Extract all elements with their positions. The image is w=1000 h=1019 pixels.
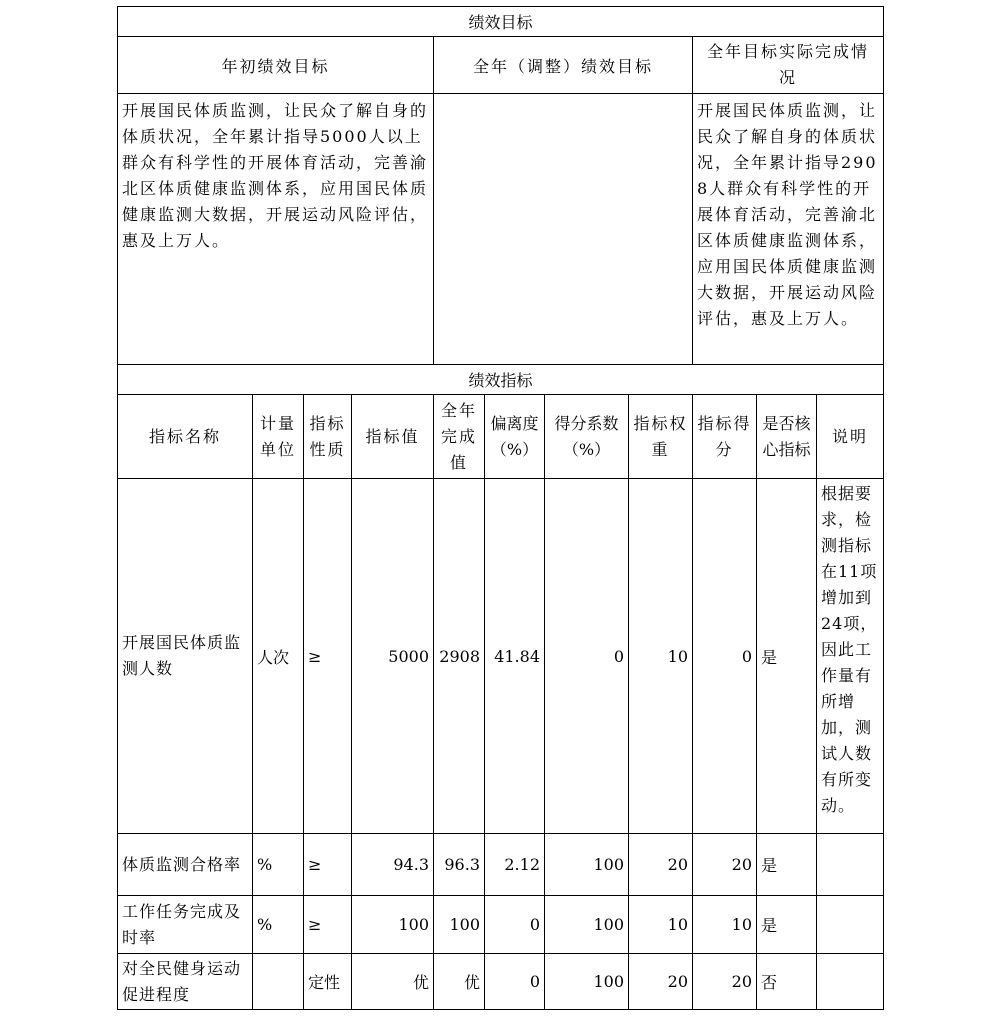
table-row <box>118 834 884 896</box>
header-weight: 指标权重 <box>629 395 693 479</box>
indicator-coefficient: 100 <box>545 954 629 1010</box>
table-row <box>118 954 884 1010</box>
indicator-deviation: 2.12 <box>485 834 545 896</box>
indicator-actual: 100 <box>434 896 485 954</box>
col-adjusted-goal-header: 全年（调整）绩效目标 <box>434 37 693 94</box>
indicators-section-title: 绩效指标 <box>118 365 884 395</box>
indicator-weight: 20 <box>629 834 693 896</box>
indicator-nature: 定性 <box>304 954 352 1010</box>
indicator-nature: ≥ <box>304 834 352 896</box>
indicator-deviation: 0 <box>485 896 545 954</box>
table-row <box>118 479 884 834</box>
header-unit: 计量单位 <box>253 395 304 479</box>
actual-goal-cell: 开展国民体质监测，让民众了解自身的体质状况，全年累计指导2908人群众有科学性的开展体育活动，完善渝北区体质健康监测体系，应用国民体质健康监测大数据，开展运动风险评估，惠及上万人。 <box>693 94 884 365</box>
indicator-nature: ≥ <box>304 896 352 954</box>
indicator-weight: 10 <box>629 896 693 954</box>
header-coefficient: 得分系数（%） <box>545 395 629 479</box>
indicator-name: 开展国民体质监测人数 <box>118 479 253 834</box>
indicator-unit <box>253 954 304 1010</box>
indicator-actual: 2908 <box>434 479 485 834</box>
indicator-note: 根据要求，检测指标在11项增加到24项，因此工作量有所增加，测试人数有所变动。 <box>817 479 884 834</box>
indicator-target: 94.3 <box>352 834 434 896</box>
adjusted-goal-cell <box>434 94 693 365</box>
indicator-score: 20 <box>693 834 757 896</box>
header-note: 说明 <box>817 395 884 479</box>
table-row <box>118 896 884 954</box>
indicator-score: 0 <box>693 479 757 834</box>
indicator-deviation: 0 <box>485 954 545 1010</box>
header-name: 指标名称 <box>118 395 253 479</box>
header-nature: 指标性质 <box>304 395 352 479</box>
indicator-core: 否 <box>757 954 817 1010</box>
indicator-nature: ≥ <box>304 479 352 834</box>
indicator-coefficient: 100 <box>545 896 629 954</box>
indicator-name: 对全民健身运动促进程度 <box>118 954 253 1010</box>
header-deviation: 偏离度（%） <box>485 395 545 479</box>
header-score: 指标得分 <box>693 395 757 479</box>
indicator-coefficient: 0 <box>545 479 629 834</box>
col-initial-goal-header: 年初绩效目标 <box>118 37 434 94</box>
indicator-core: 是 <box>757 479 817 834</box>
indicator-core: 是 <box>757 834 817 896</box>
indicator-coefficient: 100 <box>545 834 629 896</box>
col-actual-goal-header: 全年目标实际完成情况 <box>693 37 884 94</box>
indicator-core: 是 <box>757 896 817 954</box>
indicator-target: 优 <box>352 954 434 1010</box>
indicator-weight: 20 <box>629 954 693 1010</box>
goals-section-title: 绩效目标 <box>118 7 884 37</box>
header-target: 指标值 <box>352 395 434 479</box>
indicator-actual: 96.3 <box>434 834 485 896</box>
performance-table <box>117 6 884 1010</box>
indicator-score: 20 <box>693 954 757 1010</box>
header-core: 是否核心指标 <box>757 395 817 479</box>
indicator-target: 5000 <box>352 479 434 834</box>
initial-goal-cell: 开展国民体质监测，让民众了解自身的体质状况，全年累计指导5000人以上群众有科学性的开展体育活动，完善渝北区体质健康监测体系，应用国民体质健康监测大数据，开展运动风险评估，惠及上万人。 <box>118 94 434 365</box>
indicator-note <box>817 896 884 954</box>
indicator-unit: % <box>253 896 304 954</box>
indicator-actual: 优 <box>434 954 485 1010</box>
indicator-name: 工作任务完成及时率 <box>118 896 253 954</box>
indicator-unit: % <box>253 834 304 896</box>
indicator-score: 10 <box>693 896 757 954</box>
indicator-deviation: 41.84 <box>485 479 545 834</box>
indicator-unit: 人次 <box>253 479 304 834</box>
indicator-note <box>817 954 884 1010</box>
indicator-weight: 10 <box>629 479 693 834</box>
indicator-name: 体质监测合格率 <box>118 834 253 896</box>
header-actual: 全年完成值 <box>434 395 485 479</box>
indicator-note <box>817 834 884 896</box>
indicator-target: 100 <box>352 896 434 954</box>
